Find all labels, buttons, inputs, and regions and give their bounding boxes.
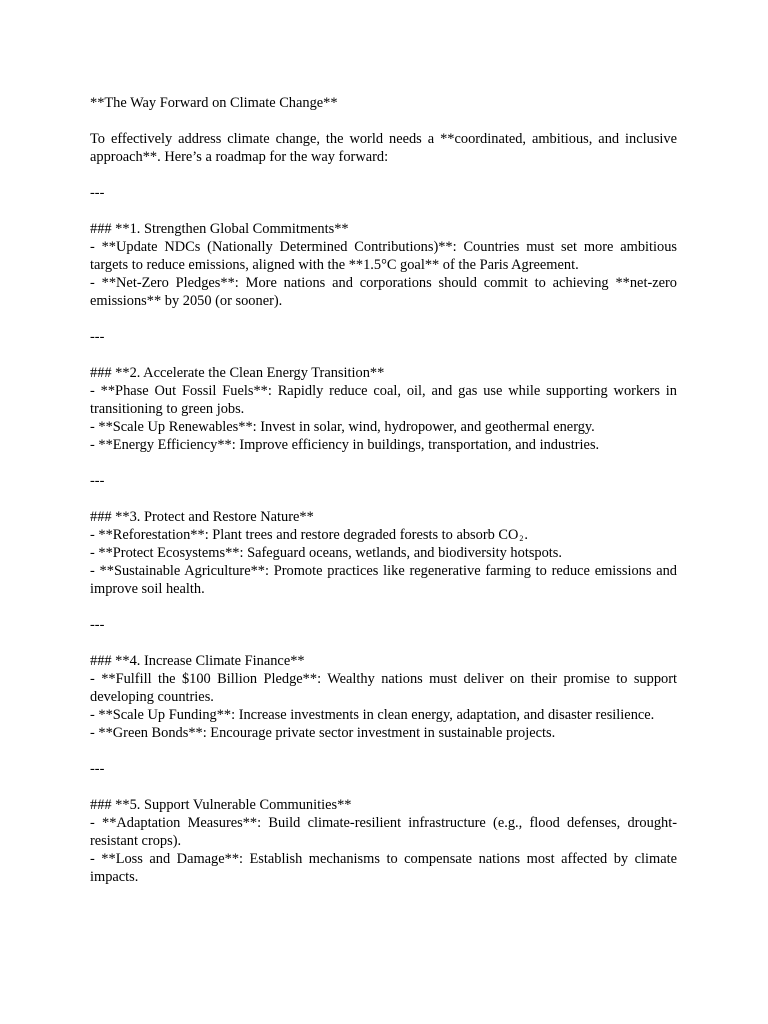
section-1 bbox=[90, 220, 677, 310]
section-4 bbox=[90, 652, 677, 742]
separator: --- bbox=[90, 761, 105, 777]
spacer bbox=[90, 454, 677, 472]
list-item-text-end: . bbox=[524, 527, 529, 543]
spacer bbox=[90, 346, 677, 364]
section-heading: ### **2. Accelerate the Clean Energy Transition** bbox=[90, 365, 385, 381]
separator: --- bbox=[90, 185, 105, 201]
list-item: - **Loss and Damage**: Establish mechanisms to compensate nations most affected by climate impacts. bbox=[90, 851, 677, 885]
list-item: - **Adaptation Measures**: Build climate-resilient infrastructure (e.g., flood defenses, drought-resistant crops). bbox=[90, 815, 677, 849]
spacer bbox=[90, 598, 677, 616]
spacer bbox=[90, 112, 677, 130]
intro-paragraph: To effectively address climate change, the world needs a **coordinated, ambitious, and inclusive approach**. Here’s a roadmap for the way forward: bbox=[90, 131, 677, 165]
list-item: - **Energy Efficiency**: Improve efficiency in buildings, transportation, and industries. bbox=[90, 437, 600, 453]
list-item: - **Sustainable Agriculture**: Promote practices like regenerative farming to reduce emissions and improve soil health. bbox=[90, 563, 677, 597]
section-heading: ### **5. Support Vulnerable Communities** bbox=[90, 797, 352, 813]
list-item: - **Scale Up Renewables**: Invest in solar, wind, hydropower, and geothermal energy. bbox=[90, 419, 595, 435]
section-3 bbox=[90, 508, 677, 598]
list-item: - **Net-Zero Pledges**: More nations and corporations should commit to achieving **net-zero emissions** by 2050 (or sooner). bbox=[90, 275, 677, 309]
spacer bbox=[90, 166, 677, 184]
list-item: - **Green Bonds**: Encourage private sector investment in sustainable projects. bbox=[90, 725, 556, 741]
document-title: **The Way Forward on Climate Change** bbox=[90, 95, 338, 111]
section-2 bbox=[90, 364, 677, 454]
separator: --- bbox=[90, 473, 105, 489]
section-heading: ### **1. Strengthen Global Commitments** bbox=[90, 221, 349, 237]
spacer bbox=[90, 310, 677, 328]
list-item: - **Update NDCs (Nationally Determined Contributions)**: Countries must set more ambitious targets to reduce emissions, aligned with the **1.5°C goal** of the Paris Agreement. bbox=[90, 239, 677, 273]
spacer bbox=[90, 634, 677, 652]
list-item: - **Protect Ecosystems**: Safeguard oceans, wetlands, and biodiversity hotspots. bbox=[90, 545, 563, 561]
section-heading: ### **3. Protect and Restore Nature** bbox=[90, 509, 314, 525]
spacer bbox=[90, 202, 677, 220]
list-item: - **Scale Up Funding**: Increase investments in clean energy, adaptation, and disaster resilience. bbox=[90, 707, 655, 723]
spacer bbox=[90, 778, 677, 796]
subscript: 2 bbox=[519, 534, 524, 543]
list-item bbox=[90, 526, 677, 544]
section-5 bbox=[90, 796, 677, 886]
list-item: - **Fulfill the $100 Billion Pledge**: Wealthy nations must deliver on their promise to support developing countries. bbox=[90, 671, 677, 705]
document-page bbox=[90, 94, 677, 886]
list-item-text: - **Reforestation**: Plant trees and restore degraded forests to absorb CO bbox=[90, 527, 519, 543]
separator: --- bbox=[90, 617, 105, 633]
spacer bbox=[90, 490, 677, 508]
list-item: - **Phase Out Fossil Fuels**: Rapidly reduce coal, oil, and gas use while supporting workers in transitioning to green jobs. bbox=[90, 383, 677, 417]
spacer bbox=[90, 742, 677, 760]
section-heading: ### **4. Increase Climate Finance** bbox=[90, 653, 305, 669]
separator: --- bbox=[90, 329, 105, 345]
